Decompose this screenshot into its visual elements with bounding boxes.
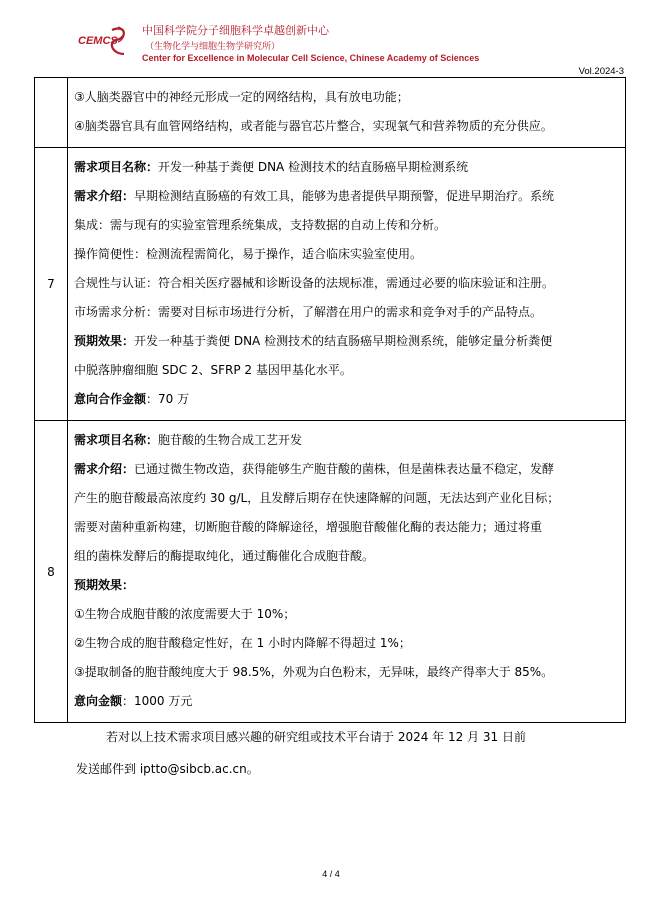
field-label: 需求介绍： xyxy=(74,462,135,476)
field-text: ①生物合成胞苷酸的浓度需要大于 10%； xyxy=(74,607,296,621)
field-text: 操作简便性：检测流程需简化，易于操作，适合临床实验室使用。 xyxy=(74,247,423,261)
content-line xyxy=(74,658,619,687)
closing-line-2: 发送邮件到 iptto@sibcb.ac.cn。 xyxy=(76,762,259,776)
field-text: 市场需求分析：需要对目标市场进行分析，了解潜在用户的需求和竞争对手的产品特点。 xyxy=(74,305,543,319)
content-line xyxy=(74,385,619,414)
field-text: ③人脑类器官中的神经元形成一定的网络结构，具有放电功能； xyxy=(74,90,409,104)
content-line xyxy=(74,571,619,600)
field-label: 意向金额 xyxy=(74,694,123,708)
row-content xyxy=(68,78,626,148)
field-label: 预期效果： xyxy=(74,578,135,592)
content-line xyxy=(74,269,619,298)
logo-text: CEMCS xyxy=(78,35,118,47)
field-label: 预期效果： xyxy=(74,334,135,348)
field-text: 开发一种基于粪便 DNA 检测技术的结直肠癌早期检测系统，能够定量分析粪便 xyxy=(134,334,553,348)
field-label: 需求项目名称： xyxy=(74,160,159,174)
field-text: ③提取制备的胞苷酸纯度大于 98.5%，外观为白色粉末，无异味，最终产得率大于 85%。 xyxy=(74,665,554,679)
field-label: 需求介绍： xyxy=(74,189,135,203)
content-line xyxy=(74,629,619,658)
table-row xyxy=(35,78,626,148)
content-line xyxy=(74,426,619,455)
closing-line-1: 若对以上技术需求项目感兴趣的研究组或技术平台请于 2024 年 12 月 31 日前 xyxy=(106,730,526,744)
field-text: 需要对菌种重新构建，切断胞苷酸的降解途径，增强胞苷酸催化酶的表达能力；通过将重 xyxy=(74,520,543,534)
content-line xyxy=(74,153,619,182)
org-name-cn: 中国科学院分子细胞科学卓越创新中心 xyxy=(142,24,329,37)
field-text: ：1000 万元 xyxy=(122,694,193,708)
content-line xyxy=(74,513,619,542)
page-header xyxy=(78,20,638,68)
field-text: 早期检测结直肠癌的有效工具，能够为患者提供早期预警，促进早期治疗。系统 xyxy=(134,189,555,203)
row-content xyxy=(68,421,626,723)
requirements-table xyxy=(34,77,626,723)
content-line xyxy=(74,83,619,112)
field-text: ②生物合成的胞苷酸稳定性好，在 1 小时内降解不得超过 1%； xyxy=(74,636,411,650)
content-line xyxy=(74,182,619,211)
field-text: 中脱落肿瘤细胞 SDC 2、SFRP 2 基因甲基化水平。 xyxy=(74,363,352,377)
row-content xyxy=(68,148,626,421)
content-line xyxy=(74,240,619,269)
field-text: 胞苷酸的生物合成工艺开发 xyxy=(158,433,303,447)
content-line xyxy=(74,542,619,571)
cemcs-logo xyxy=(78,22,138,62)
row-number: 8 xyxy=(35,421,68,723)
field-text: 组的菌株发酵后的酶提取纯化，通过酶催化合成胞苷酸。 xyxy=(74,549,375,563)
field-label: 需求项目名称： xyxy=(74,433,159,447)
content-line xyxy=(74,455,619,484)
page-number: 4 / 4 xyxy=(322,869,340,879)
field-text: 集成：需与现有的实验室管理系统集成，支持数据的自动上传和分析。 xyxy=(74,218,447,232)
volume-label: Vol.2024-3 xyxy=(578,66,624,77)
content-line xyxy=(74,687,619,716)
field-text: ：70 万 xyxy=(146,392,190,406)
field-text: ④脑类器官具有血管网络结构，或者能与器官芯片整合，实现氧气和营养物质的充分供应。 xyxy=(74,119,553,133)
content-line xyxy=(74,356,619,385)
content-line xyxy=(74,600,619,629)
content-line xyxy=(74,211,619,240)
field-text: 产生的胞苷酸最高浓度约 30 g/L，且发酵后期存在快速降解的问题，无法达到产业化目标； xyxy=(74,491,560,505)
field-text: 开发一种基于粪便 DNA 检测技术的结直肠癌早期检测系统 xyxy=(158,160,469,174)
table-row xyxy=(35,421,626,723)
content-line xyxy=(74,112,619,141)
field-label: 意向合作金额 xyxy=(74,392,147,406)
row-number: 7 xyxy=(35,148,68,421)
content-line xyxy=(74,484,619,513)
field-text: 已通过微生物改造，获得能够生产胞苷酸的菌株，但是菌株表达量不稳定，发酵 xyxy=(134,462,555,476)
row-number xyxy=(35,78,68,148)
org-name-en: Center for Excellence in Molecular Cell Science, Chinese Academy of Sciences xyxy=(142,53,480,63)
field-text: 合规性与认证：符合相关医疗器械和诊断设备的法规标准，需通过必要的临床验证和注册。 xyxy=(74,276,555,290)
table-row xyxy=(35,148,626,421)
org-subname-cn: （生物化学与细胞生物学研究所） xyxy=(145,42,281,52)
logo-swirl-icon xyxy=(108,24,130,58)
content-line xyxy=(74,298,619,327)
content-line xyxy=(74,327,619,356)
